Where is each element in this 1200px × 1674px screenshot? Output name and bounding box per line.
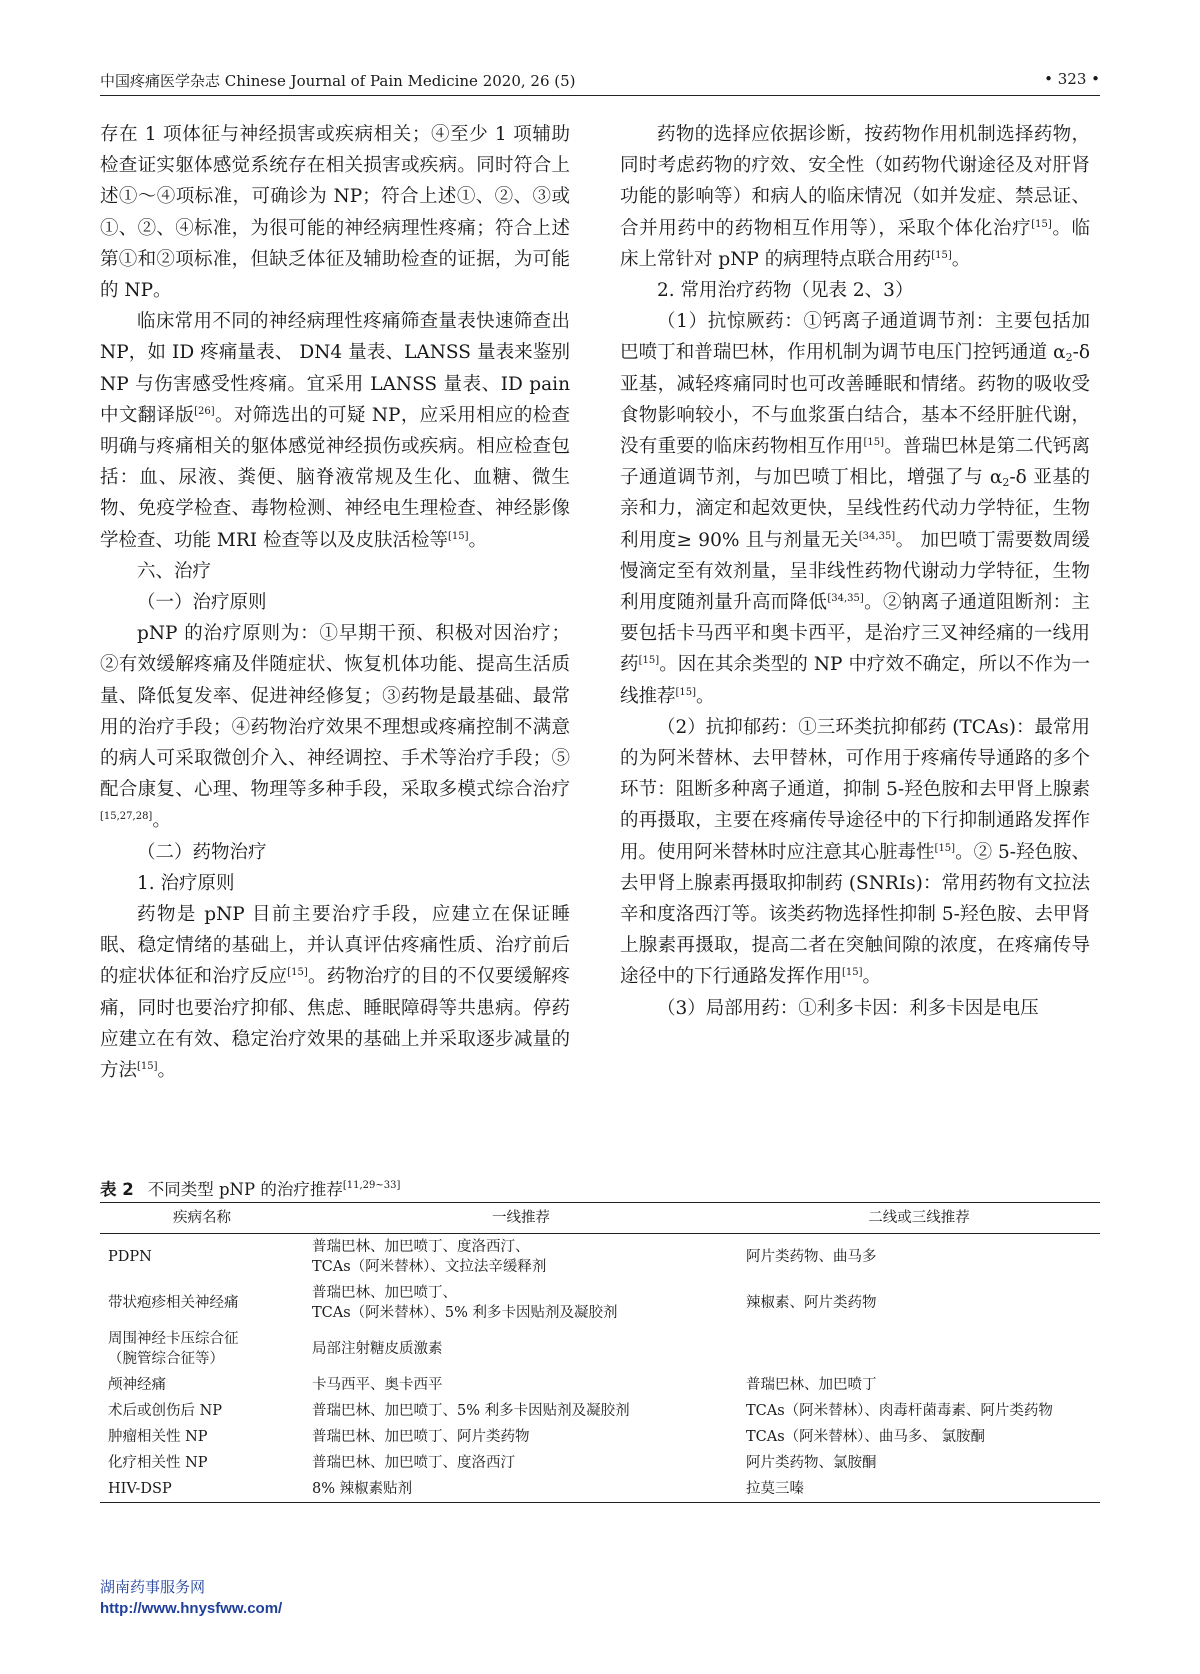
first-line-cell: 普瑞巴林、加巴喷丁、度洛西汀、 TCAs（阿米替林）、文拉法辛缓释剂 bbox=[312, 1239, 547, 1275]
table-row bbox=[100, 1476, 1100, 1503]
table-row bbox=[100, 1450, 1100, 1476]
subsection-heading: （二）药物治疗 bbox=[137, 841, 267, 863]
first-line-cell: 普瑞巴林、加巴喷丁、度洛西汀 bbox=[312, 1455, 515, 1471]
paragraph: 临床常用不同的神经病理性疼痛筛查量表快速筛查出 NP，如 ID 疼痛量表、 DN4 量表、LANSS 量表来鉴别 NP 与伤害感受性疼痛。宜采用 LANSS 量表、ID pain 中文翻译版[26]。对筛选出的可疑 NP，应采用相应的检查明确与疼痛相关的躯体感觉神经损伤或疾病。相应检查包括：血、尿液、粪便、脑脊液常规及生化、血糖、微生物、免疫学检查、毒物检测、神经电生理检查、神经影像学检查、功能 MRI 检查等以及皮肤活检等[15]。 bbox=[100, 311, 570, 551]
first-line-cell: 8% 辣椒素贴剂 bbox=[312, 1481, 413, 1497]
first-line-cell: 局部注射糖皮质激素 bbox=[312, 1341, 443, 1357]
paragraph: （3）局部用药：①利多卡因：利多卡因是电压 bbox=[657, 997, 1039, 1019]
watermark-footer bbox=[100, 1576, 282, 1620]
citation: [15] bbox=[675, 686, 697, 698]
disease-cell: 肿瘤相关性 NP bbox=[108, 1429, 208, 1445]
table-row bbox=[100, 1234, 1100, 1281]
citation: [15] bbox=[287, 967, 308, 979]
page-number: • 323 • bbox=[1044, 70, 1100, 88]
first-line-cell: 普瑞巴林、加巴喷丁、阿片类药物 bbox=[312, 1429, 530, 1445]
column-header: 疾病名称 bbox=[173, 1210, 231, 1226]
section-heading: 六、治疗 bbox=[137, 560, 212, 582]
table-title: 不同类型 pNP 的治疗推荐 bbox=[147, 1180, 343, 1199]
column-header: 二线或三线推荐 bbox=[868, 1210, 970, 1226]
second-line-cell: 辣椒素、阿片类药物 bbox=[746, 1295, 877, 1311]
paragraph: （2）抗抑郁药：①三环类抗抑郁药 (TCAs)：最常用的为阿米替林、去甲替林，可作用于疼痛传导通路的多个环节：阻断多种离子通道，抑制 5-羟色胺和去甲肾上腺素的再摄取，主要在疼痛传导途径中的下行抑制通路发挥作用。使用阿米替林时应注意其心脏毒性[15]。② 5-羟色胺、去甲肾上腺素再摄取抑制药 (SNRIs)：常用药物有文拉法辛和度洛西汀等。该类药物选择性抑制 5-羟色胺、去甲肾上腺素再摄取，提高二者在突触间隙的浓度，在疼痛传导途径中的下行通路发挥作用[15]。 bbox=[620, 716, 1090, 988]
subsection-heading: 1. 治疗原则 bbox=[137, 872, 235, 894]
paragraph: 存在 1 项体征与神经损害或疾病相关；④至少 1 项辅助检查证实躯体感觉系统存在相关损害或疾病。同时符合上述①～④项标准，可确诊为 NP；符合上述①、②、③或①、②、④标准，为很可能的神经病理性疼痛；符合上述第①和②项标准，但缺乏体征及辅助检查的证据，为可能的 NP。 bbox=[100, 124, 570, 302]
citation: [15] bbox=[934, 842, 956, 854]
citation: [34,35] bbox=[858, 530, 896, 542]
treatment-table bbox=[100, 1202, 1100, 1503]
running-header bbox=[100, 70, 1100, 94]
header-rule bbox=[100, 95, 1100, 96]
disease-cell: 术后或创伤后 NP bbox=[108, 1403, 223, 1419]
citation: [15] bbox=[1031, 218, 1052, 230]
citation: [11,29~33] bbox=[342, 1180, 401, 1191]
table-row bbox=[100, 1372, 1100, 1398]
citation: [26] bbox=[194, 405, 215, 417]
second-line-cell: 普瑞巴林、加巴喷丁 bbox=[746, 1377, 877, 1393]
table-row bbox=[100, 1424, 1100, 1450]
citation: [15,27,28] bbox=[100, 811, 153, 823]
citation: [34,35] bbox=[827, 593, 864, 605]
table-row bbox=[100, 1280, 1100, 1326]
citation: [15] bbox=[931, 249, 952, 261]
disease-cell: 颅神经痛 bbox=[108, 1377, 166, 1393]
first-line-cell: 普瑞巴林、加巴喷丁、 TCAs（阿米替林）、5% 利多卡因贴剂及凝胶剂 bbox=[312, 1285, 618, 1321]
subsection-heading: 2. 常用治疗药物（见表 2、3） bbox=[657, 280, 914, 302]
disease-cell: 带状疱疹相关神经痛 bbox=[108, 1295, 239, 1311]
second-line-cell: TCAs（阿米替林）、曲马多、 氯胺酮 bbox=[746, 1429, 986, 1445]
left-column bbox=[100, 119, 570, 1086]
citation: [15] bbox=[447, 530, 469, 542]
journal-title: 中国疼痛医学杂志 Chinese Journal of Pain Medicine 2020, 26 (5) bbox=[100, 72, 576, 90]
site-name: 湖南药事服务网 bbox=[100, 1578, 206, 1596]
citation: [15] bbox=[863, 437, 884, 449]
right-column bbox=[620, 119, 1090, 1024]
paragraph: 药物的选择应依据诊断，按药物作用机制选择药物，同时考虑药物的疗效、安全性（如药物代谢途径及对肝肾功能的影响等）和病人的临床情况（如并发症、禁忌证、合并用药中的药物相互作用等），采取个体化治疗[15]。临床上常针对 pNP 的病理特点联合用药[15]。 bbox=[620, 124, 1090, 270]
paragraph: pNP 的治疗原则为：①早期干预、积极对因治疗；②有效缓解疼痛及伴随症状、恢复机体功能、提高生活质量、降低复发率、促进神经修复；③药物是最基础、最常用的治疗手段；④药物治疗效果不理想或疼痛控制不满意的病人可采取微创介入、神经调控、手术等治疗手段；⑤配合康复、心理、物理等多种手段，采取多模式综合治疗[15,27,28]。 bbox=[100, 623, 570, 832]
second-line-cell: 阿片类药物、曲马多 bbox=[746, 1249, 877, 1265]
paragraph: 药物是 pNP 目前主要治疗手段，应建立在保证睡眠、稳定情绪的基础上，并认真评估疼痛性质、治疗前后的症状体征和治疗反应[15]。药物治疗的目的不仅要缓解疼痛，同时也要治疗抑郁、焦虑、睡眠障碍等共患病。停药应建立在有效、稳定治疗效果的基础上并采取逐步减量的方法[15]。 bbox=[100, 904, 570, 1082]
citation: [15] bbox=[842, 967, 863, 979]
paragraph: （1）抗惊厥药：①钙离子通道调节剂：主要包括加巴喷丁和普瑞巴林，作用机制为调节电压门控钙通道 $\alpha_2-\delta$ 亚基，减轻疼痛同时也可改善睡眠和情绪。药物的吸收受食物影响较小，不与血浆蛋白结合，基本不经肝脏代谢，没有重要的临床药物相互作用[15]。普瑞巴林是第二代钙离子通道调节剂，与加巴喷丁相比，增强了与 $\alpha_2-\delta$ 亚基的亲和力，滴定和起效更快，呈线性药代动力学特征，生物利用度≥ 90% 且与剂量无关[34,35]。 加巴喷丁需要数周缓慢滴定至有效剂量，呈非线性药物代谢动力学特征，生物利用度随剂量升高而降低[34,35]。②钠离子通道阻断剂：主要包括卡马西平和奥卡西平，是治疗三叉神经痛的一线用药[15]。因在其余类型的 NP 中疗效不确定，所以不作为一线推荐[15]。 bbox=[620, 311, 1090, 707]
table-row bbox=[100, 1398, 1100, 1424]
citation: [15] bbox=[638, 655, 660, 667]
disease-cell: 周围神经卡压综合征 （腕管综合征等） bbox=[108, 1331, 239, 1367]
table-caption bbox=[100, 1176, 400, 1200]
second-line-cell: 拉莫三嗪 bbox=[746, 1481, 804, 1497]
column-header: 一线推荐 bbox=[492, 1210, 550, 1226]
site-url-link[interactable]: http://www.hnysfww.com/ bbox=[100, 1600, 283, 1617]
second-line-cell: 阿片类药物、氯胺酮 bbox=[746, 1455, 877, 1471]
table-label: 表 2 bbox=[100, 1180, 134, 1199]
disease-cell: 化疗相关性 NP bbox=[108, 1455, 208, 1471]
second-line-cell: TCAs（阿米替林）、肉毒杆菌毒素、阿片类药物 bbox=[746, 1403, 1053, 1419]
table-header-row bbox=[100, 1203, 1100, 1234]
citation: [15] bbox=[137, 1061, 158, 1073]
first-line-cell: 普瑞巴林、加巴喷丁、5% 利多卡因贴剂及凝胶剂 bbox=[312, 1403, 630, 1419]
disease-cell: PDPN bbox=[108, 1249, 152, 1265]
table-row bbox=[100, 1326, 1100, 1372]
first-line-cell: 卡马西平、奥卡西平 bbox=[312, 1377, 443, 1393]
disease-cell: HIV-DSP bbox=[108, 1481, 172, 1497]
second-line-cell bbox=[738, 1326, 1100, 1372]
subsection-heading: （一）治疗原则 bbox=[137, 592, 267, 614]
